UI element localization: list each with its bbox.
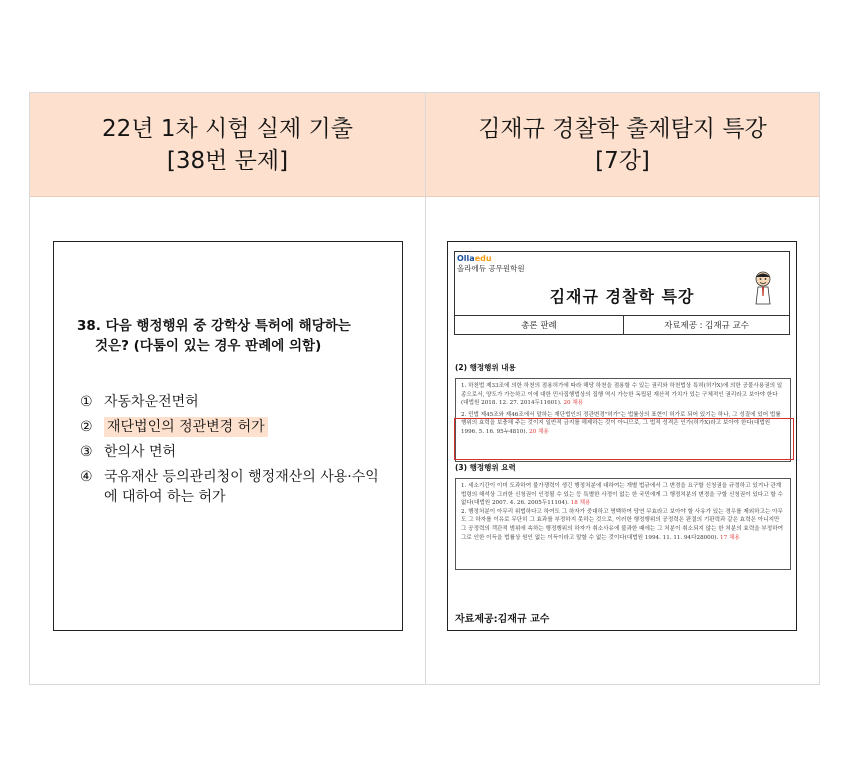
- option-text: 재단법인의 정관변경 허가: [104, 417, 268, 437]
- question-line-2: 것은? (다툼이 있는 경우 판례에 의함): [95, 338, 322, 354]
- option-text: 국유재산 등의관리청이 행정재산의 사용·수익에 대하여 하는 허가: [104, 469, 379, 505]
- document-title-box: [454, 251, 790, 335]
- case-paragraph: 2. 행정처분이 아무리 위법하다고 하여도 그 하자가 중대하고 명백하여 당연 무효라고 보아야 할 사유가 있는 경우를 제외하고는 아무도 그 하자를 이유로 무단히 그 효과를 부정하지 못하는 것으로, 이러한 행정행위의 공정력은 판결의 기판력과 같은 효력은 아니지만 그 공정력의 객관적 범위에 속하는 행정행위의 하자가 취소사유에 불과한 때에는 그 처분이 취소되지 않는 한 처분의 효력을 부정하여 그로 인한 이득을 법률상 원인 없는 이득이라고 말할 수 없는 것이다(대법원 1994. 11. 11. 94다28000). 17 채용: [461, 508, 784, 541]
- case-paragraph: 1. 세소기간이 이미 도과하여 불가쟁력이 생긴 행정처분에 대하여는 개별 법규에서 그 변경을 요구할 신청권을 규정하고 있거나 관계 법령의 해석상 그러한 신청권이 인정될 수 있는 등 특별한 사정이 없는 한 국민에게 그 행정처분의 변경을 구할 신청권이 있다고 할 수 없다(대법원 2007. 4. 26. 2005두11104). 18 채용: [461, 483, 783, 507]
- document-title: 김재규 경찰학 특강: [549, 287, 695, 306]
- option-text: 자동차운전면허: [104, 394, 199, 410]
- academy-brand: [457, 254, 525, 274]
- exam-header: [30, 93, 425, 197]
- document-footer: 자료제공:김재규 교수: [455, 614, 550, 625]
- ollaedu-logo: Ollaedu: [457, 254, 492, 263]
- option-number: ②: [80, 419, 93, 435]
- option-number: ④: [80, 469, 93, 485]
- case-paragraph: 1. 하천법 제33조에 의한 하천의 점용허가에 따라 해당 하천을 점용할 수 있는 권리와 하천법상 특허(허가X)에 의한 공물사용권의 일종으로서, 양도가 가능하고 이에 대한 민사집행법상의 집행 역시 가능한 독립된 재산적 가치가 있는 구체적인 권리라고 보아야 한다(대법원 2018. 12. 27. 2014두11601). 20 채용: [461, 383, 783, 407]
- option-4: [80, 467, 390, 507]
- lecture-header: [426, 93, 819, 197]
- lecture-header-subtitle: [7강]: [595, 147, 650, 174]
- option-1: [80, 392, 390, 412]
- section-heading-1: (2) 행정행위 내용: [455, 363, 516, 372]
- case-box-2: [455, 478, 791, 570]
- lecture-header-title: 김재규 경찰학 출제탐지 특강: [478, 115, 767, 142]
- comparison-frame: [29, 92, 820, 685]
- option-2-highlighted: [80, 417, 390, 437]
- academy-name: 올라에듀 공무원학원: [457, 264, 525, 273]
- section-heading-2: (3) 행정행위 요력: [455, 463, 516, 472]
- question-text: [77, 316, 387, 356]
- exam-column: [30, 93, 426, 684]
- lecture-column: [426, 93, 819, 684]
- option-3: [80, 442, 390, 462]
- document-info-row: [455, 315, 789, 334]
- exam-header-subtitle: [38번 문제]: [166, 147, 289, 174]
- options-list: [80, 392, 390, 512]
- document-source: 자료제공 : 김재규 교수: [664, 321, 749, 331]
- professor-caricature-icon: [751, 270, 775, 306]
- lecture-document: [447, 241, 797, 631]
- question-card: [53, 241, 403, 631]
- option-number: ①: [80, 394, 93, 410]
- highlight-box: [454, 418, 794, 460]
- case-paragraph: 2. 민법 제45조와 제46조에서 말하는 재단법인의 정관변경"허가"는 법률상의 표현이 허가로 되어 있기는 하나, 그 성질에 있어 법률행위의 효력을 보충해 주는 것이지 일반적 금지를 해제하는 것이 아니므로, 그 법적 성격은 인가(허가X)라고 보아야 한다(대법원 1996. 5. 16. 95누4810). 20 채용: [461, 411, 781, 435]
- option-number: ③: [80, 444, 93, 460]
- question-line-1: 38. 다음 행정행위 중 강학상 특허에 해당하는: [77, 318, 351, 334]
- option-text: 한의사 면허: [104, 444, 177, 460]
- document-topic: 총론 판례: [455, 316, 624, 334]
- exam-header-title: 22년 1차 시험 실제 기출: [102, 115, 353, 142]
